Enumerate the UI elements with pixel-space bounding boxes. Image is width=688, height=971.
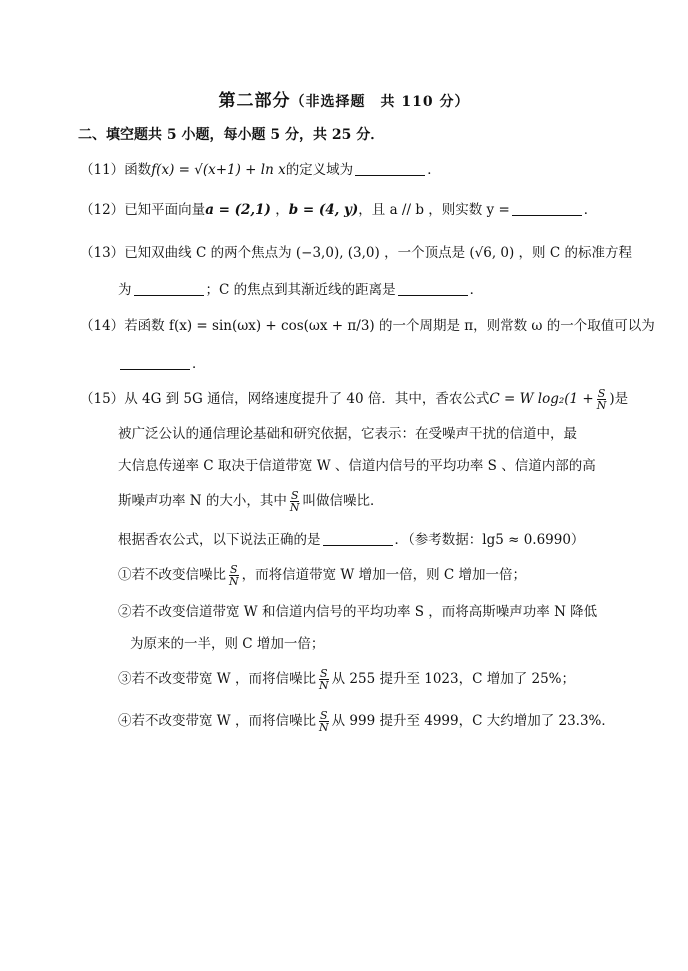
q15-line5 [118,530,584,550]
part-title [0,86,688,111]
question-15 [80,388,628,411]
fraction-numerator: S [320,709,328,722]
q11-expression: f(x) = √(x+1) + ln x [151,162,286,178]
q13-line2-pre: 为 [118,282,132,298]
question-12: （12）已知平面向量a = (2,1) ，b = (4, y)，且 a // b ，则实数 y = ． [80,202,598,218]
q14-end: ． [192,356,206,372]
question-number: （14） [80,318,125,334]
fraction-numerator: S [230,563,238,576]
vector-a: a = (2,1) [205,202,271,218]
snr-fraction [596,388,608,411]
option-2-cont: 为原来的一半，则 C 增加一倍； [130,636,325,652]
q15-line4-post: 叫做信噪比． [302,493,384,509]
q12-condition: ，且 a // b ，则实数 y = [358,202,510,218]
q12-end: ． [583,202,598,218]
q15-line4 [118,490,384,513]
answer-blank[interactable] [134,281,204,296]
fraction-denominator: N [318,721,329,734]
formula-end: )是 [609,391,629,407]
q15-line3: 大信息传递率 C 取决于信道带宽 W 、信道内信号的平均功率 S 、信道内部的高 [118,458,596,474]
q11-end: ． [427,162,441,178]
q14-line1: 若函数 f(x) = sin(ωx) + cos(ωx + π/3) 的一个周期是 π，则常数 ω 的一个取值可以为 [124,318,655,334]
question-14-cont [118,354,206,374]
q15-line2: 被广泛公认的通信理论基础和研究依据，它表示：在受噪声干扰的信道中，最 [118,426,577,442]
answer-blank[interactable] [355,161,425,176]
question-14 [80,316,655,336]
option-3-pre: ③若不改变带宽 W ，而将信噪比 [118,671,316,687]
question-number: （15） [80,391,125,407]
snr-fraction [228,564,240,587]
answer-blank[interactable] [120,355,190,370]
fraction-numerator: S [290,489,299,502]
q15-line5-post: ．（参考数据：lg5 ≈ 0.6990） [394,532,585,548]
section-heading: 二、填空题共 5 小题，每小题 5 分，共 25 分． [78,127,385,143]
q15-line1: 从 4G 到 5G 通信，网络速度提升了 40 倍．其中，香农公式 [124,391,490,407]
fraction-denominator: N [229,575,239,588]
q11-pre: 函数 [124,162,152,178]
snr-fraction [318,710,330,733]
snr-fraction [318,668,330,691]
fraction-denominator: N [289,501,300,514]
option-3-post: 从 255 提升至 1023，C 增加了 25%； [331,671,576,687]
answer-blank[interactable] [323,531,393,546]
fraction-numerator: S [597,387,606,400]
option-2: ②若不改变信道带宽 W 和信道内信号的平均功率 S ，而将高斯噪声功率 N 降低 [118,604,598,620]
answer-blank[interactable] [398,281,468,296]
option-4-post: 从 999 提升至 4999，C 大约增加了 23.3%． [331,713,615,729]
shannon-formula: C = W log₂(1 + [489,391,594,407]
question-11 [80,160,441,180]
q15-line4-pre: 斯噪声功率 N 的大小，其中 [118,493,287,509]
q11-post: 的定义域为 [285,162,354,178]
part-title-main: 第二部分 [218,91,291,111]
q12-pre: 已知平面向量 [124,202,206,218]
question-number: （13） [80,245,125,261]
fraction-numerator: S [320,667,328,680]
option-4-pre: ④若不改变带宽 W ，而将信噪比 [118,713,316,729]
fraction-denominator: N [596,399,607,412]
fraction-denominator: N [318,679,329,692]
question-number: （11） [80,162,125,178]
option-1 [118,564,526,587]
part-title-sub: （非选择题 共 110 分） [290,94,470,110]
option-4 [118,710,615,733]
q13-line1: 已知双曲线 C 的两个焦点为 (−3,0), (3,0) ，一个顶点是 (√6, 0) ，则 C 的标准方程 [124,245,632,261]
q15-line5-pre: 根据香农公式，以下说法正确的是 [118,532,321,548]
snr-fraction [289,490,301,513]
option-1-pre: ①若不改变信噪比 [118,567,226,583]
question-number: （12） [80,202,125,218]
answer-blank[interactable] [512,201,582,216]
q13-end: ． [469,282,484,298]
option-1-post: ，而将信道带宽 W 增加一倍，则 C 增加一倍； [241,567,526,583]
option-3 [118,668,575,691]
question-13 [80,243,632,263]
question-13-cont [118,280,483,300]
q13-line2-mid: ；C 的焦点到其渐近线的距离是 [205,282,396,298]
vector-b: b = (4, y) [288,202,359,218]
